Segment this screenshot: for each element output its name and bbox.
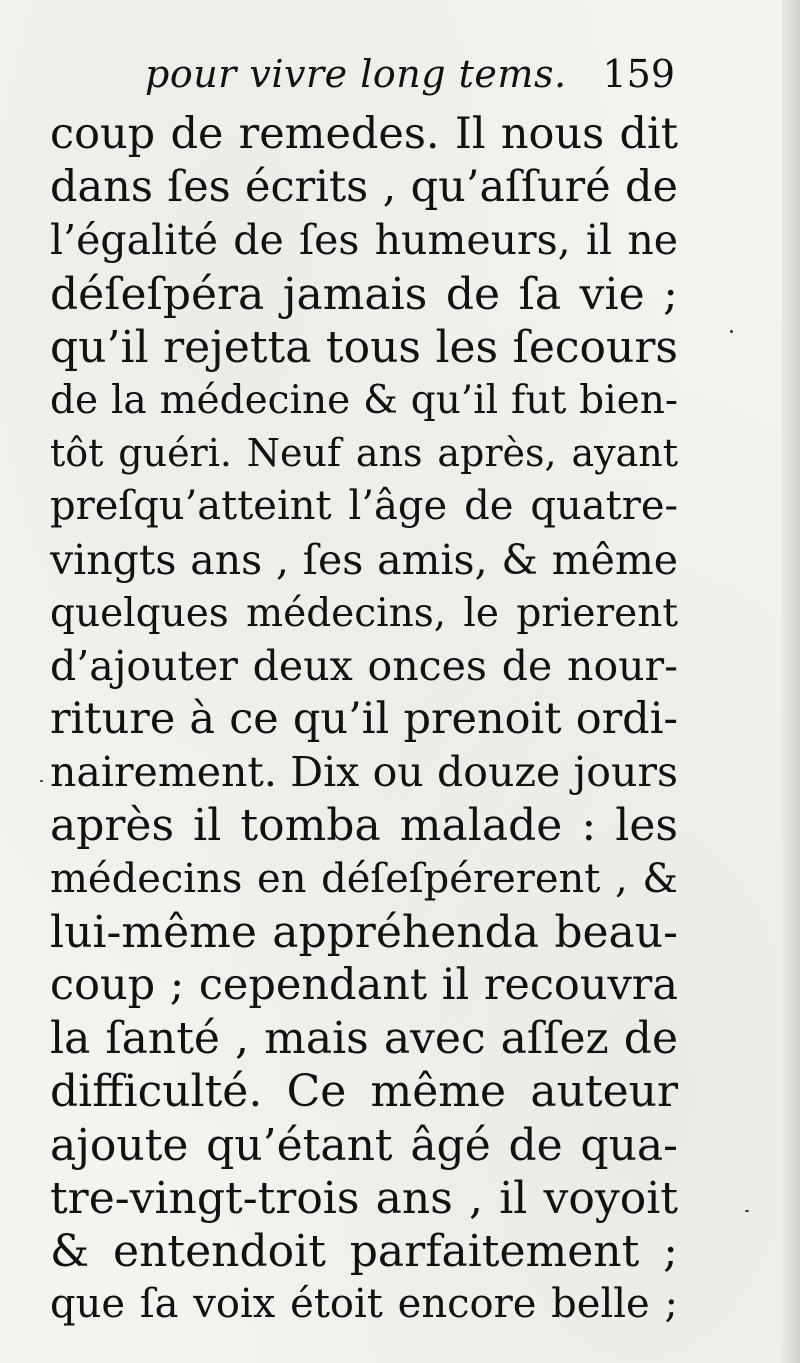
text-line: après il tomba malade : les	[50, 800, 678, 852]
page-edge-shadow	[782, 0, 800, 1363]
page-header	[145, 52, 675, 102]
text-line: que ſa voix étoit encore belle ;	[50, 1281, 678, 1328]
text-line: la ſanté , mais avec aſſez de	[50, 1013, 678, 1065]
paper-speck	[730, 330, 733, 333]
running-title: pour vivre long tems.	[145, 52, 567, 96]
body-text	[50, 108, 678, 1331]
text-line: vingts ans , ſes amis, & même	[50, 535, 678, 584]
page-number: 159	[602, 52, 675, 96]
text-line: nairement. Dix ou douze jours	[50, 748, 678, 797]
text-line: lui-même appréhenda beau-	[50, 906, 678, 958]
text-line: quelques médecins, le prierent	[50, 590, 678, 636]
text-line: ajoute qu’étant âgé de qua-	[50, 1119, 678, 1171]
text-line: riture à ce qu’il prenoit ordi-	[50, 694, 678, 745]
paper-speck	[745, 1210, 749, 1212]
text-line: tôt guéri. Neuf ans après, ayant	[50, 431, 678, 476]
text-line: & entendoit parfaitement ;	[50, 1225, 678, 1277]
text-line: tre-vingt-trois ans , il voyoit	[50, 1172, 678, 1224]
text-line: difficulté. Ce même auteur	[50, 1066, 678, 1118]
text-line: l’égalité de ſes humeurs, il ne	[50, 216, 678, 265]
text-line: d’ajouter deux onces de nour-	[50, 641, 678, 690]
text-line: médecins en déſeſpérerent , &	[50, 855, 678, 902]
text-line: qu’il rejetta tous les ſecours	[50, 321, 678, 373]
text-line: coup de remedes. Il nous dit	[50, 109, 678, 159]
text-line: preſqu’atteint l’âge de quatre-	[50, 483, 678, 530]
text-line: dans ſes écrits , qu’aſſuré de	[50, 162, 678, 213]
text-line: déſeſpéra jamais de ſa vie ;	[50, 268, 678, 320]
paper-speck	[40, 780, 43, 782]
text-line: de la médecine & qu’il fut bien-	[50, 377, 678, 423]
text-line: coup ; cependant il recouvra	[50, 960, 678, 1010]
